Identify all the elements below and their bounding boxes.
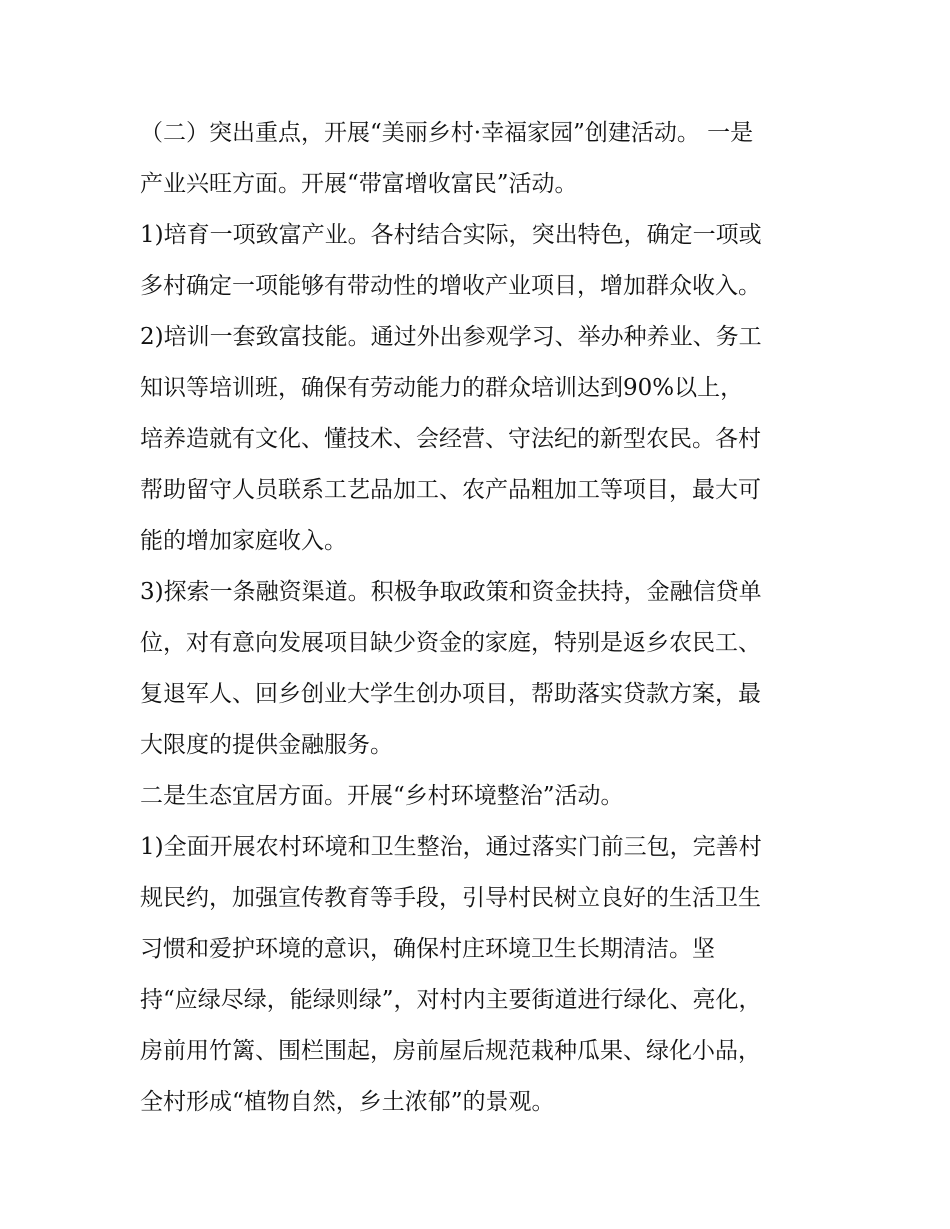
text-line: 复退军人、回乡创业大学生创办项目，帮助落实贷款方案，最 (140, 681, 761, 707)
text-line: 1)培育一项致富产业。各村结合实际，突出特色，确定一项或 (140, 222, 762, 248)
text-line: 持“应绿尽绿，能绿则绿”，对村内主要街道进行绿化、亮化， (140, 987, 762, 1013)
text-line: 产业兴旺方面。开展“带富增收富民”活动。 (140, 171, 578, 197)
text-line: （二）突出重点，开展“美丽乡村·幸福家园”创建活动。 一是 (140, 120, 754, 146)
text-line: 1)全面开展农村环境和卫生整治，通过落实门前三包，完善村 (140, 834, 762, 860)
text-line: 帮助留守人员联系工艺品加工、农产品粗加工等项目，最大可 (140, 477, 761, 503)
text-line: 大限度的提供金融服务。 (140, 732, 393, 758)
text-line: 培养造就有文化、懂技术、会经营、守法纪的新型农民。各村 (140, 426, 761, 452)
text-line: 2)培训一套致富技能。通过外出参观学习、举办种养业、务工 (140, 324, 762, 350)
text-line: 3)探索一条融资渠道。积极争取政策和资金扶持，金融信贷单 (140, 579, 762, 605)
text-line: 知识等培训班，确保有劳动能力的群众培训达到90%以上， (140, 375, 744, 401)
text-line: 房前用竹篱、围栏围起，房前屋后规范栽种瓜果、绿化小品， (140, 1038, 761, 1064)
document-body (140, 108, 820, 1128)
text-line: 习惯和爱护环境的意识，确保村庄环境卫生长期清洁。坚 (140, 936, 715, 962)
text-line: 规民约，加强宣传教育等手段，引导村民树立良好的生活卫生 (140, 885, 761, 911)
text-line: 全村形成“植物自然，乡土浓郁”的景观。 (140, 1089, 555, 1115)
text-line: 位，对有意向发展项目缺少资金的家庭，特别是返乡农民工、 (140, 630, 761, 656)
text-line: 多村确定一项能够有带动性的增收产业项目，增加群众收入。 (140, 273, 761, 299)
text-line: 能的增加家庭收入。 (140, 528, 347, 554)
text-line: 二是生态宜居方面。开展“乡村环境整治”活动。 (140, 783, 624, 809)
